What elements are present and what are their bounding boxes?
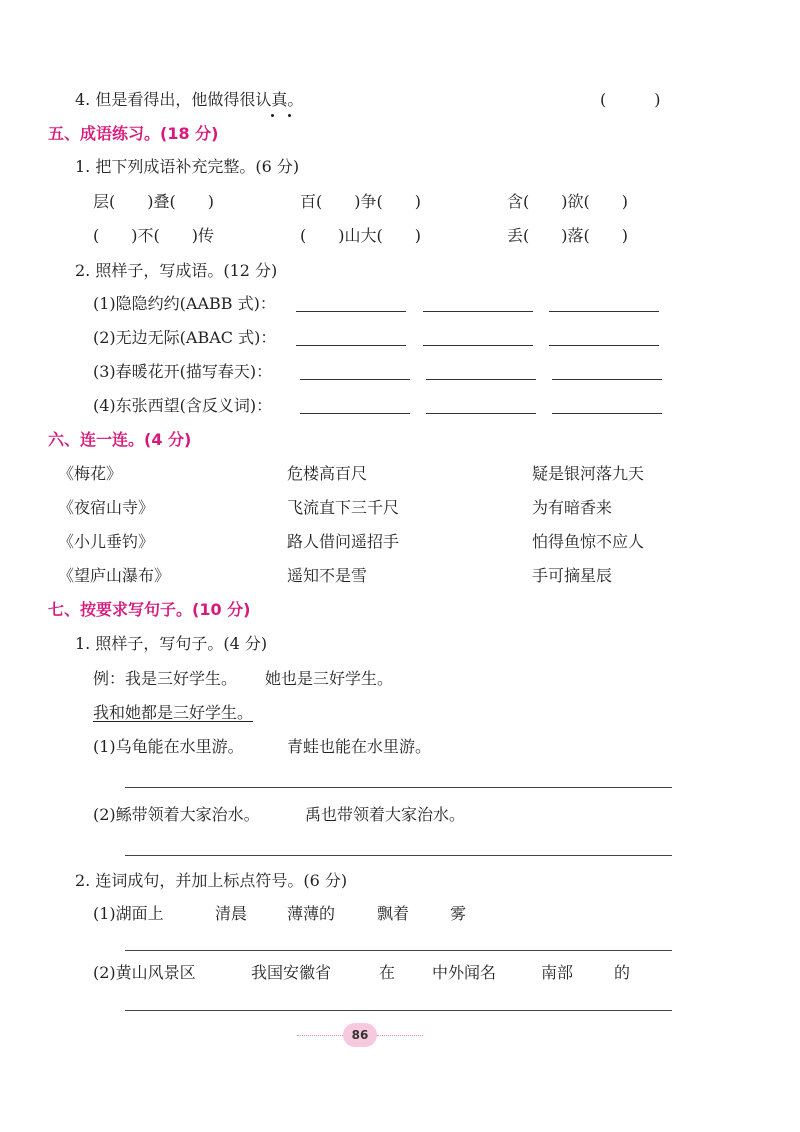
section-7-sub-1: 1. 照样子，写句子。(4 分)	[75, 634, 268, 653]
example-sentence-b: 她也是三好学生。	[265, 669, 394, 688]
poem-line-a[interactable]: 危楼高百尺	[287, 464, 368, 483]
word-tile: 我国安徽省	[251, 963, 332, 982]
emphasis-dot	[288, 114, 291, 117]
answer-line[interactable]	[125, 855, 672, 856]
idiom-blank-1[interactable]: 层( )叠( )	[93, 192, 214, 211]
poem-line-b[interactable]: 疑是银河落九天	[532, 464, 645, 483]
word-tile: 南部	[541, 963, 574, 982]
section-5-title: 五、成语练习。(18 分)	[48, 124, 219, 143]
word-tile: 薄薄的	[287, 904, 336, 923]
answer-blank[interactable]	[423, 311, 533, 312]
poem-line-b[interactable]: 怕得鱼惊不应人	[532, 532, 645, 551]
poem-line-b[interactable]: 手可摘星辰	[532, 566, 613, 585]
word-tile: 清晨	[215, 904, 248, 923]
section-7-title: 七、按要求写句子。(10 分)	[48, 600, 251, 619]
question-4-text: 4. 但是看得出，他做得很认真。	[75, 90, 304, 109]
idiom-blank-5[interactable]: ( )山大( )	[300, 226, 421, 245]
section-7-sub-2: 2. 连词成句，并加上标点符号。(6 分)	[75, 871, 348, 890]
sentence-1b: 青蛙也能在水里游。	[287, 737, 432, 756]
sentence-2a: (2)鲧带领着大家治水。	[93, 805, 260, 824]
answer-line[interactable]	[125, 950, 672, 951]
answer-blank[interactable]	[296, 311, 406, 312]
word-tile: 中外闻名	[432, 963, 497, 982]
example-sentence-a: 例：我是三好学生。	[93, 669, 238, 688]
answer-blank[interactable]	[426, 379, 536, 380]
answer-blank[interactable]	[549, 345, 659, 346]
idiom-item-1: (1)隐隐约约(AABB 式)：	[93, 294, 276, 313]
poem-title[interactable]: 《夜宿山寺》	[58, 498, 155, 517]
answer-blank[interactable]	[300, 413, 410, 414]
idiom-blank-4[interactable]: ( )不( )传	[93, 226, 214, 245]
sentence-1a: (1)乌龟能在水里游。	[93, 737, 244, 756]
poem-line-b[interactable]: 为有暗香来	[532, 498, 613, 517]
answer-blank[interactable]	[300, 379, 410, 380]
answer-blank[interactable]	[549, 311, 659, 312]
sentence-2b: 禹也带领着大家治水。	[305, 805, 466, 824]
word-group-1-label: (1)湖面上	[93, 904, 164, 923]
example-answer: 我和她都是三好学生。	[93, 703, 254, 722]
answer-line[interactable]	[125, 787, 672, 788]
poem-line-a[interactable]: 遥知不是雪	[287, 566, 368, 585]
answer-line[interactable]	[125, 1010, 672, 1011]
answer-blank[interactable]	[296, 345, 406, 346]
idiom-item-2: (2)无边无际(ABAC 式)：	[93, 328, 277, 347]
footer-divider	[297, 1035, 343, 1036]
answer-blank[interactable]	[552, 379, 662, 380]
section-5-sub-2: 2. 照样子，写成语。(12 分)	[75, 261, 278, 280]
idiom-blank-2[interactable]: 百( )争( )	[300, 192, 421, 211]
poem-line-a[interactable]: 飞流直下三千尺	[287, 498, 400, 517]
answer-blank[interactable]	[423, 345, 533, 346]
word-tile: 在	[379, 963, 396, 982]
footer-divider	[377, 1035, 423, 1036]
idiom-blank-6[interactable]: 丢( )落( )	[507, 226, 628, 245]
word-group-2-label: (2)黄山风景区	[93, 963, 196, 982]
section-6-title: 六、连一连。(4 分)	[48, 430, 192, 449]
answer-blank[interactable]	[426, 413, 536, 414]
emphasis-dot	[271, 114, 274, 117]
poem-title[interactable]: 《梅花》	[58, 464, 123, 483]
idiom-item-4: (4)东张西望(含反义词)：	[93, 396, 273, 415]
poem-title[interactable]: 《望庐山瀑布》	[58, 566, 171, 585]
poem-line-a[interactable]: 路人借问遥招手	[287, 532, 400, 551]
answer-blank[interactable]	[552, 413, 662, 414]
idiom-item-3: (3)春暖花开(描写春天)：	[93, 362, 273, 381]
word-tile: 雾	[450, 904, 467, 923]
word-tile: 飘着	[377, 904, 410, 923]
section-5-sub-1: 1. 把下列成语补充完整。(6 分)	[75, 157, 300, 176]
word-tile: 的	[614, 963, 631, 982]
page-number: 86	[343, 1023, 377, 1047]
poem-title[interactable]: 《小儿垂钓》	[58, 532, 155, 551]
answer-parentheses[interactable]: ( )	[600, 90, 661, 109]
idiom-blank-3[interactable]: 含( )欲( )	[507, 192, 628, 211]
